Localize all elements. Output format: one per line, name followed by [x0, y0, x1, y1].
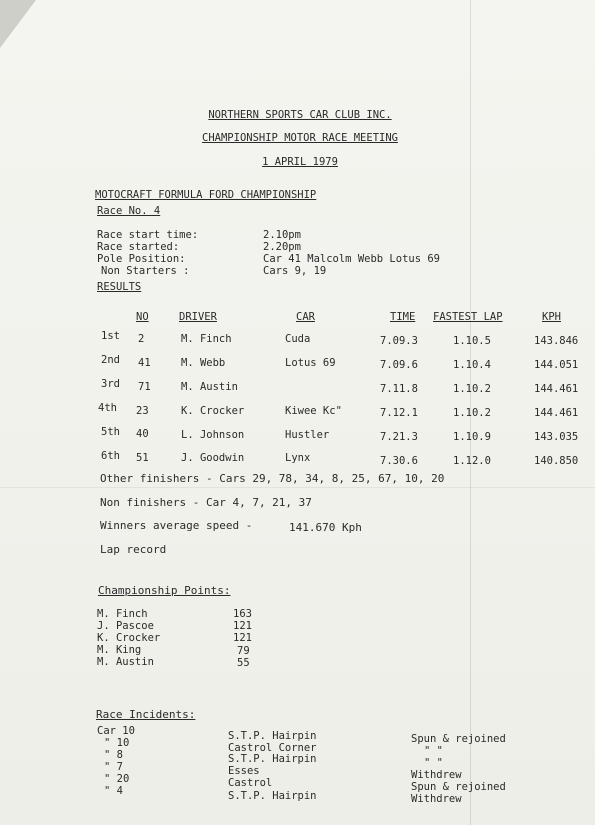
fold-line-horizontal	[0, 487, 595, 488]
points-name: M. King	[97, 644, 142, 656]
folded-corner	[0, 0, 36, 48]
points-name: M. Austin	[97, 656, 154, 668]
cell-driver: M. Austin	[181, 381, 238, 393]
non-finishers: Non finishers - Car 4, 7, 21, 37	[100, 496, 312, 509]
incident-location: Castrol	[228, 777, 273, 789]
other-finishers: Other finishers - Cars 29, 78, 34, 8, 25, 67, 10, 20	[100, 472, 445, 485]
cell-fastest-lap: 1.10.2	[453, 383, 491, 395]
incident-outcome: Spun & rejoined	[411, 781, 506, 793]
info-value-pole: Car 41 Malcolm Webb Lotus 69	[263, 253, 441, 265]
cell-time: 7.11.8	[380, 383, 418, 395]
cell-kph: 144.051	[534, 359, 579, 371]
cell-fastest-lap: 1.10.2	[453, 407, 491, 419]
cell-car: Hustler	[285, 429, 330, 441]
cell-driver: M. Finch	[181, 333, 232, 345]
points-name: J. Pascoe	[97, 620, 154, 632]
col-header-driver: DRIVER	[179, 311, 217, 323]
cell-car: Cuda	[285, 333, 311, 345]
cell-position: 6th	[101, 450, 120, 462]
info-value-non-starters: Cars 9, 19	[263, 265, 327, 277]
cell-number: 71	[138, 381, 151, 393]
incident-outcome: Withdrew	[411, 793, 462, 805]
info-value-start-time: 2.10pm	[263, 229, 301, 241]
points-value: 121	[233, 620, 252, 632]
cell-position: 4th	[98, 402, 117, 414]
cell-fastest-lap: 1.10.5	[453, 335, 491, 347]
results-title: RESULTS	[97, 281, 142, 293]
winners-speed-label: Winners average speed -	[100, 519, 253, 532]
championship-title: MOTOCRAFT FORMULA FORD CHAMPIONSHIP	[95, 189, 317, 201]
cell-position: 1st	[101, 330, 120, 342]
info-label-non-starters: Non Starters :	[101, 265, 190, 277]
incident-car: " 20	[104, 773, 130, 785]
club-name: NORTHERN SPORTS CAR CLUB INC.	[208, 109, 392, 121]
cell-driver: L. Johnson	[181, 429, 245, 441]
cell-position: 2nd	[101, 354, 120, 366]
points-value: 121	[233, 632, 252, 644]
incident-car: " 8	[104, 749, 123, 761]
incident-outcome: " "	[424, 745, 443, 757]
cell-kph: 140.850	[534, 455, 579, 467]
incident-car: " 7	[104, 761, 123, 773]
cell-kph: 143.035	[534, 431, 579, 443]
cell-driver: J. Goodwin	[181, 452, 245, 464]
lap-record: Lap record	[100, 543, 167, 556]
cell-time: 7.09.6	[380, 359, 418, 371]
incident-location: S.T.P. Hairpin	[228, 753, 317, 765]
col-header-time: TIME	[390, 311, 416, 323]
points-name: K. Crocker	[97, 632, 161, 644]
points-value: 79	[237, 645, 250, 657]
cell-number: 41	[138, 357, 151, 369]
meeting-date: 1 APRIL 1979	[262, 156, 338, 168]
points-title: Championship Points:	[98, 584, 231, 597]
cell-time: 7.21.3	[380, 431, 418, 443]
points-value: 163	[233, 608, 252, 620]
info-label-start-time: Race start time:	[97, 229, 199, 241]
incident-car: " 4	[104, 785, 123, 797]
meeting-title: CHAMPIONSHIP MOTOR RACE MEETING	[202, 132, 398, 144]
cell-number: 40	[136, 428, 149, 440]
incident-location: S.T.P. Hairpin	[228, 790, 317, 802]
race-number: Race No. 4	[97, 205, 161, 217]
cell-kph: 144.461	[534, 407, 579, 419]
cell-driver: M. Webb	[181, 357, 226, 369]
incident-location: Castrol Corner	[228, 742, 317, 754]
cell-position: 5th	[101, 426, 120, 438]
col-header-no: NO	[136, 311, 149, 323]
cell-time: 7.30.6	[380, 455, 418, 467]
cell-number: 23	[136, 405, 149, 417]
info-label-pole: Pole Position:	[97, 253, 186, 265]
col-header-car: CAR	[296, 311, 315, 323]
cell-number: 51	[136, 452, 149, 464]
cell-kph: 144.461	[534, 383, 579, 395]
cell-fastest-lap: 1.10.4	[453, 359, 491, 371]
cell-time: 7.12.1	[380, 407, 418, 419]
cell-number: 2	[138, 333, 145, 345]
incident-car: " 10	[104, 737, 130, 749]
incident-outcome: Withdrew	[411, 769, 462, 781]
incident-location: Esses	[228, 765, 260, 777]
incident-outcome: Spun & rejoined	[411, 733, 506, 745]
col-header-fastest-lap: FASTEST LAP	[433, 311, 503, 323]
cell-car: Lynx	[285, 452, 311, 464]
info-value-race-started: 2.20pm	[263, 241, 301, 253]
cell-time: 7.09.3	[380, 335, 418, 347]
incident-outcome: " "	[424, 757, 443, 769]
incident-location: S.T.P. Hairpin	[228, 730, 317, 742]
incidents-title: Race Incidents:	[96, 708, 196, 721]
info-label-race-started: Race started:	[97, 241, 180, 253]
cell-kph: 143.846	[534, 335, 579, 347]
points-name: M. Finch	[97, 608, 148, 620]
cell-position: 3rd	[101, 378, 120, 390]
points-value: 55	[237, 657, 250, 669]
cell-driver: K. Crocker	[181, 405, 245, 417]
incident-car: Car 10	[97, 725, 135, 737]
col-header-kph: KPH	[542, 311, 561, 323]
cell-fastest-lap: 1.12.0	[453, 455, 491, 467]
cell-car: Kiwee Kc"	[285, 405, 342, 417]
cell-fastest-lap: 1.10.9	[453, 431, 491, 443]
winners-speed-value: 141.670 Kph	[289, 521, 362, 534]
cell-car: Lotus 69	[285, 357, 336, 369]
